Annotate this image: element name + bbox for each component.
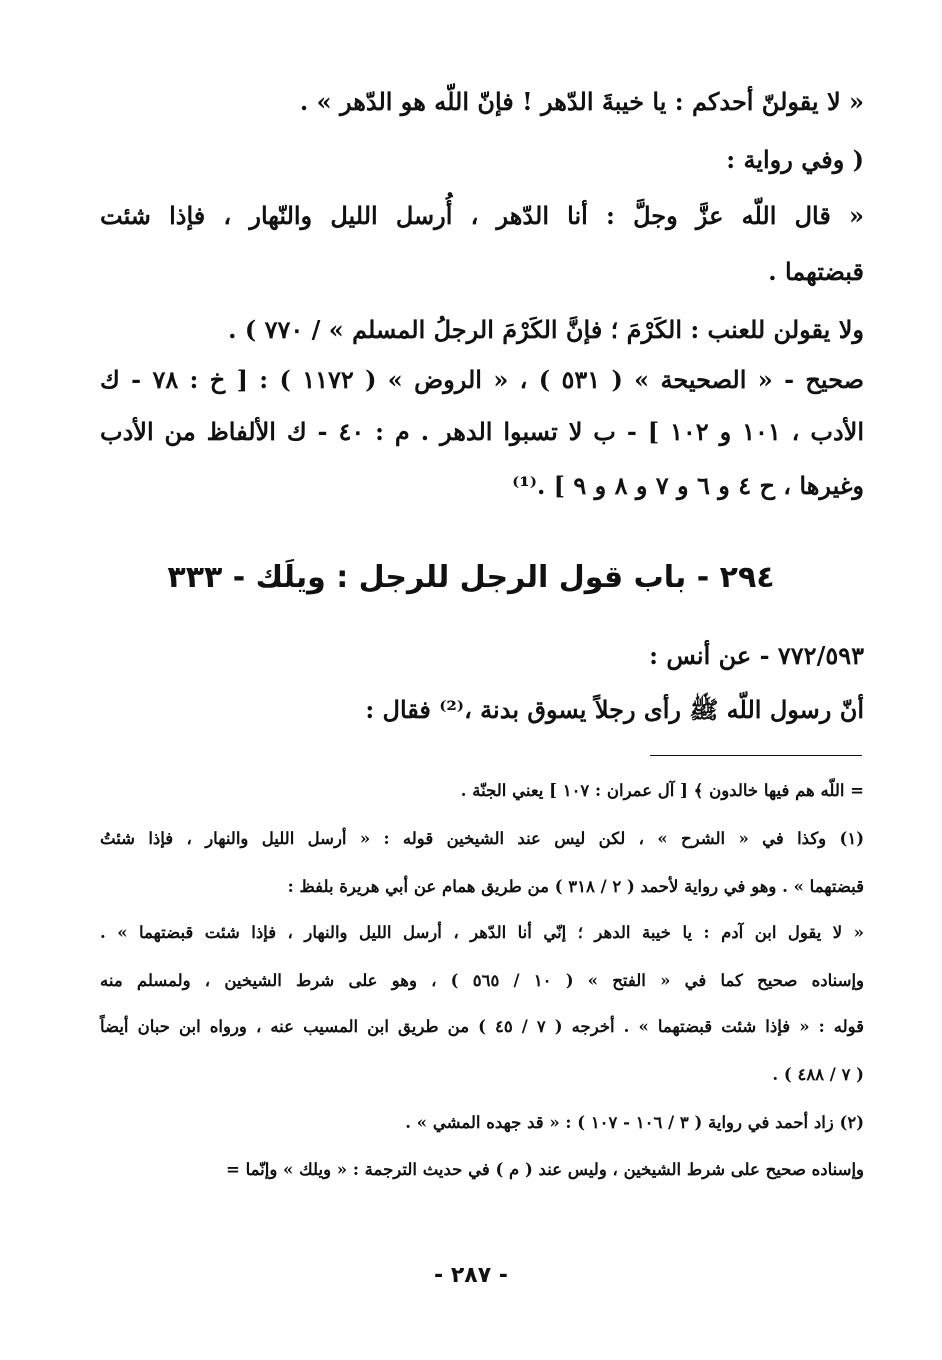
footnote-line: (٢) زاد أحمد في رواية ( ٣ / ١٠٦ - ١٠٧ ) : « قد جهده المشي » .: [405, 1113, 864, 1132]
footnote-line: « لا يقول ابن آدم : يا خيبة الدهر ؛ إنّي أنا الدّهر ، أرسل الليل والنهار ، فإذا شئت قبضتهما » .: [100, 923, 864, 942]
text-line: « لا يقولنّ أحدكم : يا خيبةَ الدّهر ! فإنّ اللّه هو الدّهر » .: [299, 87, 864, 116]
takhrij-line: صحيح - « الصحيحة » ( ٥٣١ ) ، « الروض » ( ١١٧٢ ) : [ خ : ٧٨ - ك: [100, 365, 864, 394]
footnote-line: (١) وكذا في « الشرح » ، لكن ليس عند الشيخين قوله : « أرسل الليل والنهار ، فإذا شئتُ: [100, 829, 864, 848]
text-line: « قال اللّه عزَّ وجلَّ : أنا الدّهر ، أُرسل الليل والنّهار ، فإذا شئت: [100, 201, 864, 230]
text-line: ولا يقولن للعنب : الكَرْمَ ؛ فإنَّ الكَرْمَ الرجلُ المسلم » / ٧٧٠ ) .: [228, 315, 864, 344]
footnote-line: قوله : « فإذا شئت قبضتهما » . أخرجه ( ٧ / ٤٥ ) من طريق ابن المسيب عنه ، ورواه ابن حبان أيضاً: [100, 1017, 865, 1036]
footnote-line: قبضتهما » . وهو في رواية لأحمد ( ٢ / ٣١٨ ) من طريق همام عن أبي هريرة بلفظ :: [287, 877, 864, 896]
footnote-divider: [650, 755, 862, 756]
page-number: - ٢٨٧ -: [434, 1263, 508, 1288]
chapter-heading: ٢٩٤ - باب قول الرجل للرجل : ويلَك - ٣٣٣: [167, 560, 775, 595]
text-line: ( وفي رواية :: [726, 145, 864, 174]
text-line: قبضتهما .: [768, 257, 864, 286]
footnote-line: وإسناده صحيح كما في « الفتح » ( ١٠ / ٥٦٥ ) ، وهو على شرط الشيخين ، ولمسلم منه: [100, 971, 864, 990]
hadith-number: ٧٧٢/٥٩٣ - عن أنس :: [649, 641, 864, 670]
takhrij-line: الأدب ، ١٠١ و ١٠٢ ] - ب لا تسبوا الدهر . م : ٤٠ - ك الألفاظ من الأدب: [100, 417, 864, 446]
hadith-text: أنّ رسول اللّه ﷺ رأى رجلاً يسوق بدنة ،⁽²⁾ فقال :: [365, 695, 864, 724]
footnote-line: وإسناده صحيح على شرط الشيخين ، وليس عند ( م ) في حديث الترجمة : « ويلك » وإنّما =: [226, 1160, 864, 1179]
footnote-line: ( ٧ / ٤٨٨ ) .: [772, 1065, 864, 1084]
footnote-line: = اللّه هم فيها خالدون ﴾ [ آل عمران : ١٠٧ ] يعني الجنّة .: [460, 781, 864, 800]
takhrij-line: وغيرها ، ح ٤ و ٦ و ٧ و ٨ و ٩ ] .⁽¹⁾: [512, 471, 864, 500]
